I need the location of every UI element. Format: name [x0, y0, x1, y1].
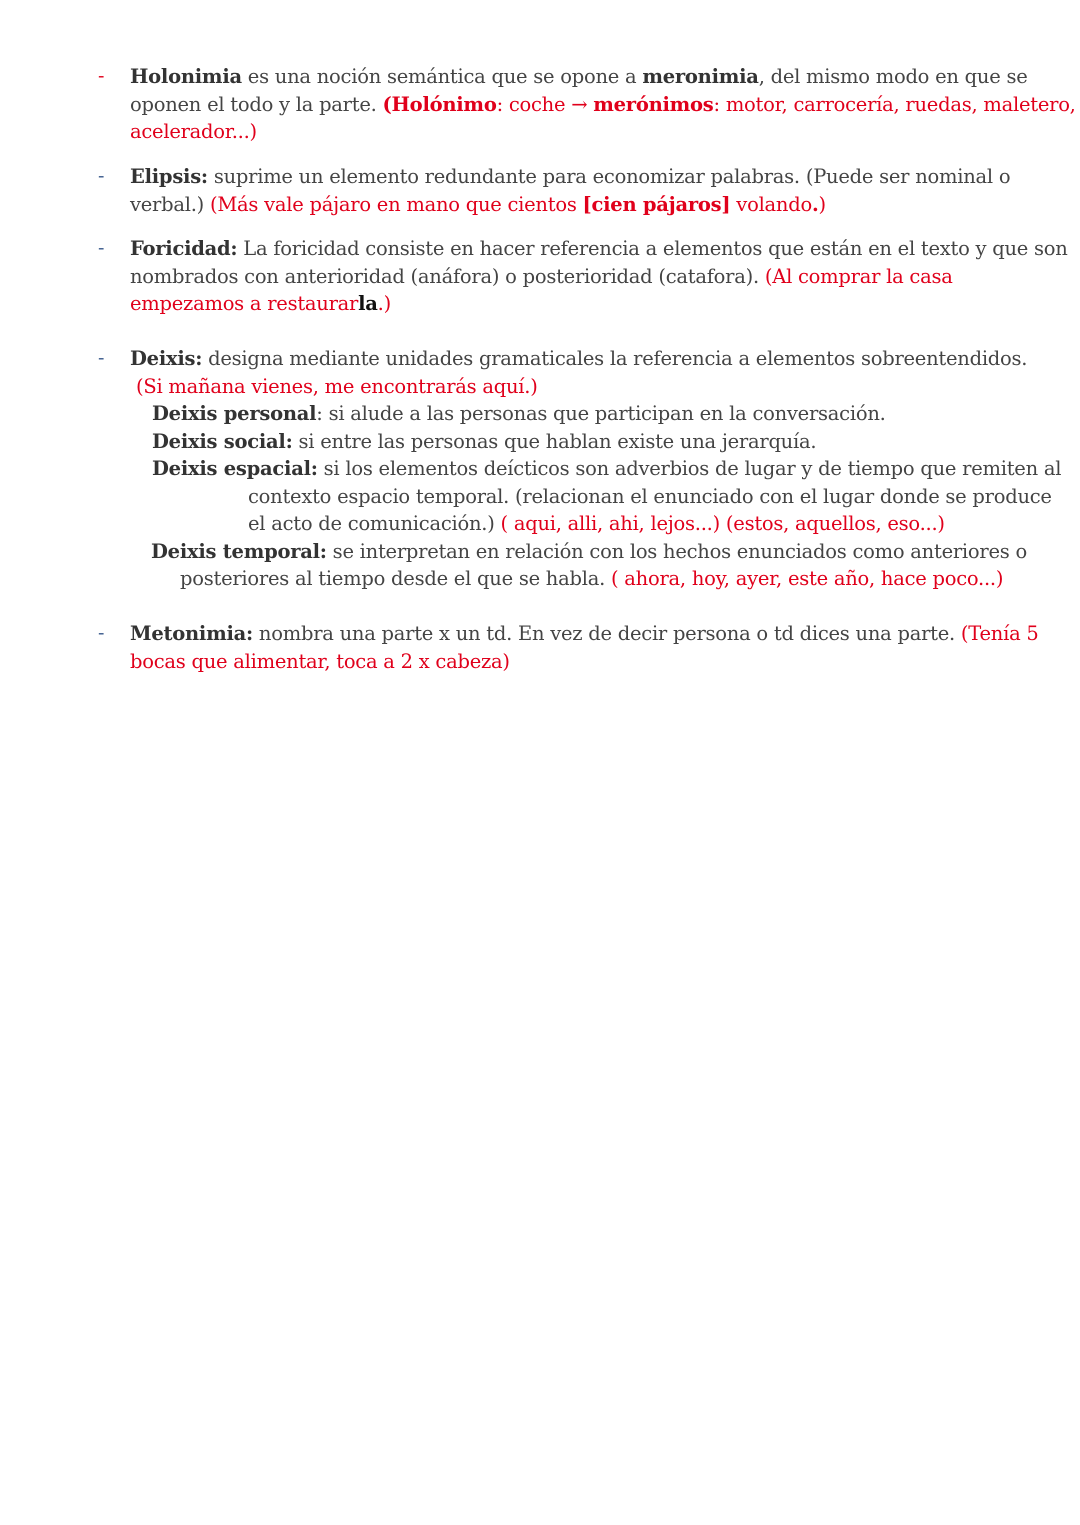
holonimia-line-1: Holonimia es una noción semántica que se opone a meronimia, del mismo modo en que se — [130, 65, 1028, 88]
deixis-temporal-line-2: posteriores al tiempo desde el que se habla. ( ahora, hoy, ayer, este año, hace poco...) — [180, 567, 1004, 590]
foricidad-line-1: Foricidad: La foricidad consiste en hacer referencia a elementos que están en el texto y que son — [130, 237, 1068, 260]
holonimia-line-2: oponen el todo y la parte. (Holónimo: coche → merónimos: motor, carrocería, ruedas, maletero, — [130, 92, 1076, 116]
foricidad-term: Foricidad: — [130, 237, 238, 260]
elipsis-line-2: verbal.) (Más vale pájaro en mano que cientos [cien pájaros] volando.) — [130, 192, 826, 216]
deixis-espacial-line-3: el acto de comunicación.) ( aqui, alli, ahi, lejos...) (estos, aquellos, eso...) — [248, 512, 945, 535]
metonimia-line-2: bocas que alimentar, toca a 2 x cabeza) — [130, 649, 510, 673]
holonimia-term: Holonimia — [130, 65, 242, 88]
deixis-personal: Deixis personal: si alude a las personas que participan en la conversación. — [152, 402, 886, 425]
holonimia-example: (Holónimo: coche → merónimos: motor, carrocería, ruedas, maletero, — [382, 92, 1076, 116]
meronimia-term: meronimia — [642, 65, 759, 88]
deixis-temporal-line-1: Deixis temporal: se interpretan en relación con los hechos enunciados como anteriores o — [151, 539, 1027, 563]
bullet-dash: - — [98, 165, 105, 187]
foricidad-line-3: empezamos a restaurarla.) — [130, 292, 391, 315]
bullet-dash: - — [98, 347, 105, 369]
elipsis-term: Elipsis: — [130, 165, 208, 188]
bullet-dash: - — [98, 237, 105, 259]
deixis-line-1: Deixis: designa mediante unidades gramaticales la referencia a elementos sobreentendidos. — [130, 347, 1028, 370]
deixis-example: (Si mañana vienes, me encontrarás aquí.) — [136, 374, 538, 398]
metonimia-line-1: Metonimia: nombra una parte x un td. En vez de decir persona o td dices una parte. (Tenía 5 — [130, 622, 1039, 645]
metonimia-term: Metonimia: — [130, 622, 253, 645]
foricidad-line-2: nombrados con anterioridad (anáfora) o posterioridad (catafora). (Al comprar la casa — [130, 264, 953, 288]
deixis-espacial-line-1: Deixis espacial: si los elementos deícticos son adverbios de lugar y de tiempo que remiten al — [152, 457, 1062, 480]
holonimia-line-3: acelerador...) — [130, 120, 257, 143]
elipsis-line-1: Elipsis: suprime un elemento redundante para economizar palabras. (Puede ser nominal o — [130, 165, 1011, 188]
bullet-dash: - — [98, 622, 105, 644]
deixis-espacial-line-2: contexto espacio temporal. (relacionan el enunciado con el lugar donde se produce — [248, 484, 1052, 508]
deixis-term: Deixis: — [130, 347, 203, 370]
bullet-dash: - — [98, 65, 105, 87]
deixis-social: Deixis social: si entre las personas que hablan existe una jerarquía. — [152, 429, 817, 453]
elipsis-example: (Más vale pájaro en mano que cientos [cien pájaros] volando.) — [209, 192, 826, 216]
